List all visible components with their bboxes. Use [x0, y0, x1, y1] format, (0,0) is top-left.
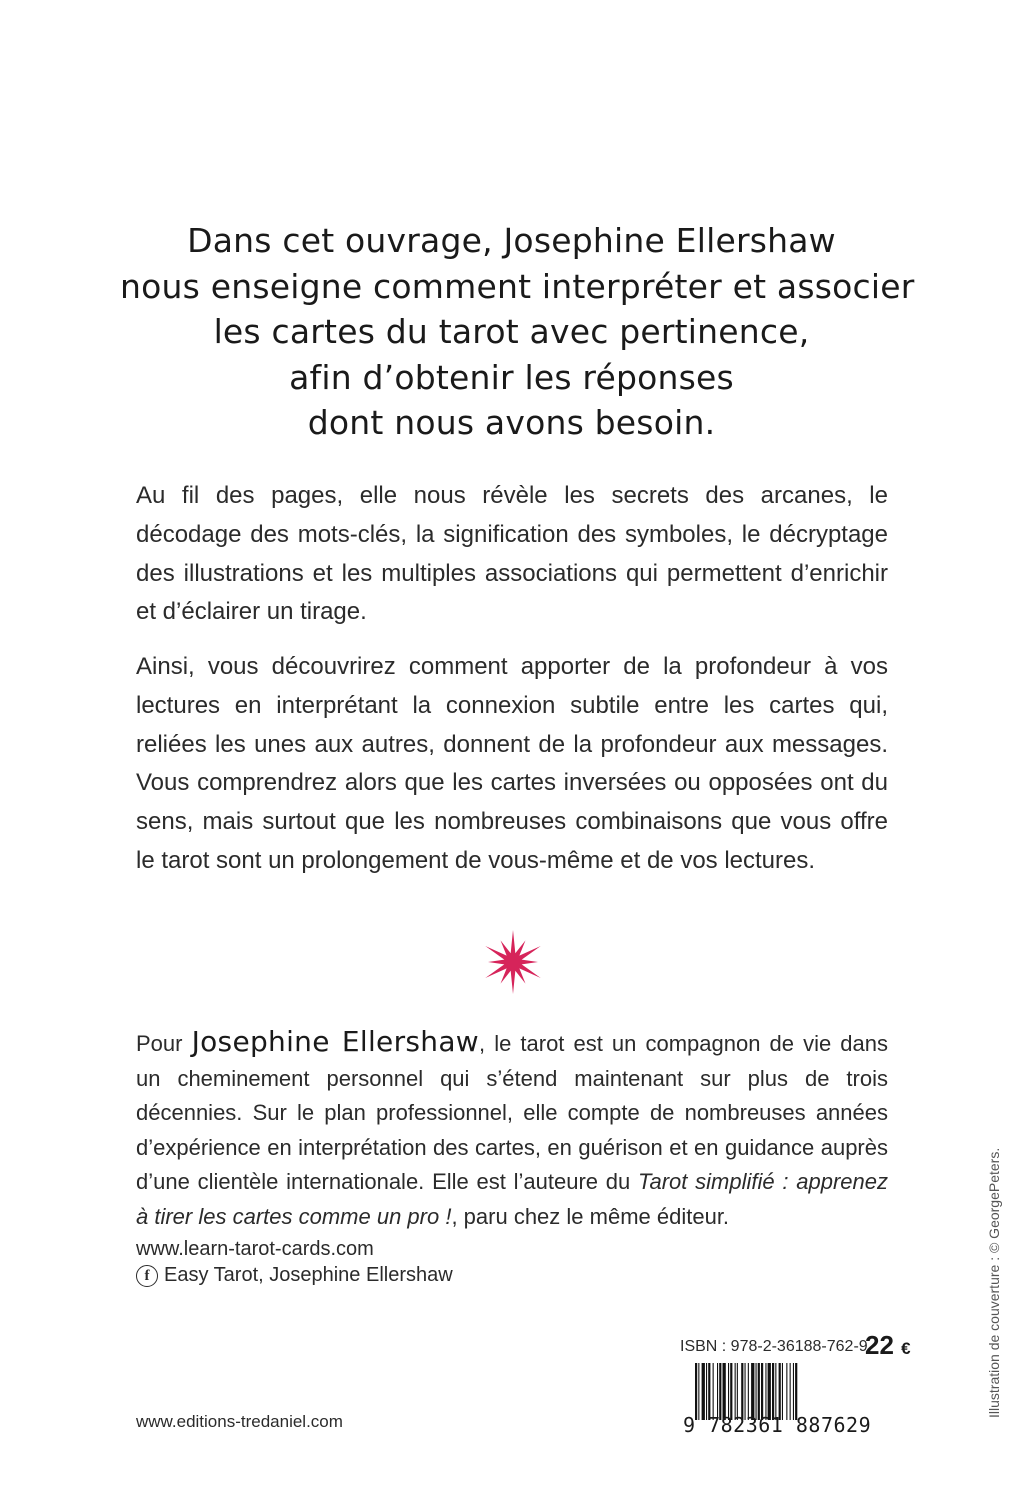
intro-line: afin d’obtenir les réponses — [289, 357, 734, 397]
facebook-label: Easy Tarot, Josephine Ellershaw — [164, 1264, 453, 1286]
barcode-bar — [775, 1363, 776, 1420]
barcode-bar — [728, 1363, 729, 1420]
publisher-website[interactable]: www.editions-tredaniel.com — [136, 1412, 343, 1431]
bio-prefix: Pour — [136, 1031, 192, 1056]
barcode-bar — [751, 1363, 754, 1420]
cover-credit: Illustration de couverture : © GeorgePeters. — [986, 1147, 1002, 1418]
intro-line: les cartes du tarot avec pertinence, — [213, 312, 810, 351]
barcode-bar — [730, 1363, 732, 1420]
barcode-bar — [795, 1363, 797, 1420]
intro-line: nous enseigne comment interpréter et associer — [120, 266, 915, 306]
bio-text: , le tarot est un compagnon de vie dans un cheminement personnel qui s’étend maintenant sur plus de trois décennies. Sur le plan professionnel, elle compte de nombreuses années d’expérience en interprétation des cartes, en guérison et en guidance auprès d’une clientèle internationale. Elle est l’auteure du — [136, 1031, 888, 1195]
barcode-bar — [708, 1363, 710, 1420]
barcode-bar — [790, 1363, 791, 1420]
intro-blurb — [120, 218, 915, 446]
intro-line: dont nous avons besoin. — [307, 403, 716, 442]
book-title: Tarot simplifié : apprenez à tirer les cartes comme un pro ! — [136, 1169, 888, 1229]
barcode-bar — [765, 1363, 766, 1420]
description-paragraph: Ainsi, vous découvrirez comment apporter de la profondeur à vos lectures en interprétant la connexion subtile entre les cartes qui, reliées les unes aux autres, donnent de la profondeur aux messages. Vous comprendrez alors que les cartes inversées ou opposées ont du sens, mais surtout que les nombreuses combinaisons que vous offre le tarot sont un prolongement de vous-même et de vos lectures. — [136, 653, 888, 874]
barcode-bar — [698, 1363, 699, 1420]
barcode-bar — [735, 1363, 736, 1420]
barcode-bar — [717, 1363, 718, 1420]
barcode-bar — [745, 1363, 746, 1420]
barcode-bar — [713, 1363, 714, 1420]
barcode-bar — [702, 1363, 705, 1420]
barcode-bar — [786, 1363, 787, 1420]
barcode-bar — [758, 1363, 760, 1420]
barcode-bar — [737, 1363, 738, 1420]
bio-suffix: , paru chez le même éditeur. — [451, 1203, 730, 1229]
author-name: Josephine Ellershaw — [191, 1025, 479, 1058]
barcode-bar — [748, 1363, 749, 1420]
price-amount: 22 — [865, 1330, 894, 1360]
barcode-bar — [719, 1363, 721, 1420]
barcode-digits: 9 782361 887629 — [683, 1413, 872, 1437]
barcode — [695, 1363, 895, 1420]
price — [865, 1330, 911, 1361]
facebook-icon: f — [136, 1265, 158, 1287]
author-website[interactable]: www.learn-tarot-cards.com — [136, 1238, 374, 1260]
barcode-bar — [772, 1363, 774, 1420]
author-bio — [136, 1025, 888, 1235]
description-paragraph: Au fil des pages, elle nous révèle les secrets des arcanes, le décodage des mots-clés, la signification des symboles, le décryptage des illustrations et les multiples associations qui permettent d’enrichir et d’éclairer un tirage. — [136, 482, 888, 626]
barcode-bar — [761, 1363, 763, 1420]
barcode-bar — [779, 1363, 781, 1420]
isbn: ISBN : 978-2-36188-762-9 — [680, 1338, 868, 1355]
barcode-bar — [768, 1363, 771, 1420]
barcode-bar — [723, 1363, 726, 1420]
intro-line: Dans cet ouvrage, Josephine Ellershaw — [187, 221, 836, 260]
barcode-bar — [695, 1363, 697, 1420]
facebook-link[interactable] — [136, 1264, 453, 1287]
barcode-bar — [706, 1363, 707, 1420]
barcode-bar — [793, 1363, 794, 1420]
barcode-bar — [756, 1363, 757, 1420]
barcode-bar — [741, 1363, 743, 1420]
star-shape — [485, 930, 540, 994]
price-currency: € — [901, 1339, 911, 1358]
star-icon — [480, 929, 546, 995]
barcode-bar — [782, 1363, 783, 1420]
